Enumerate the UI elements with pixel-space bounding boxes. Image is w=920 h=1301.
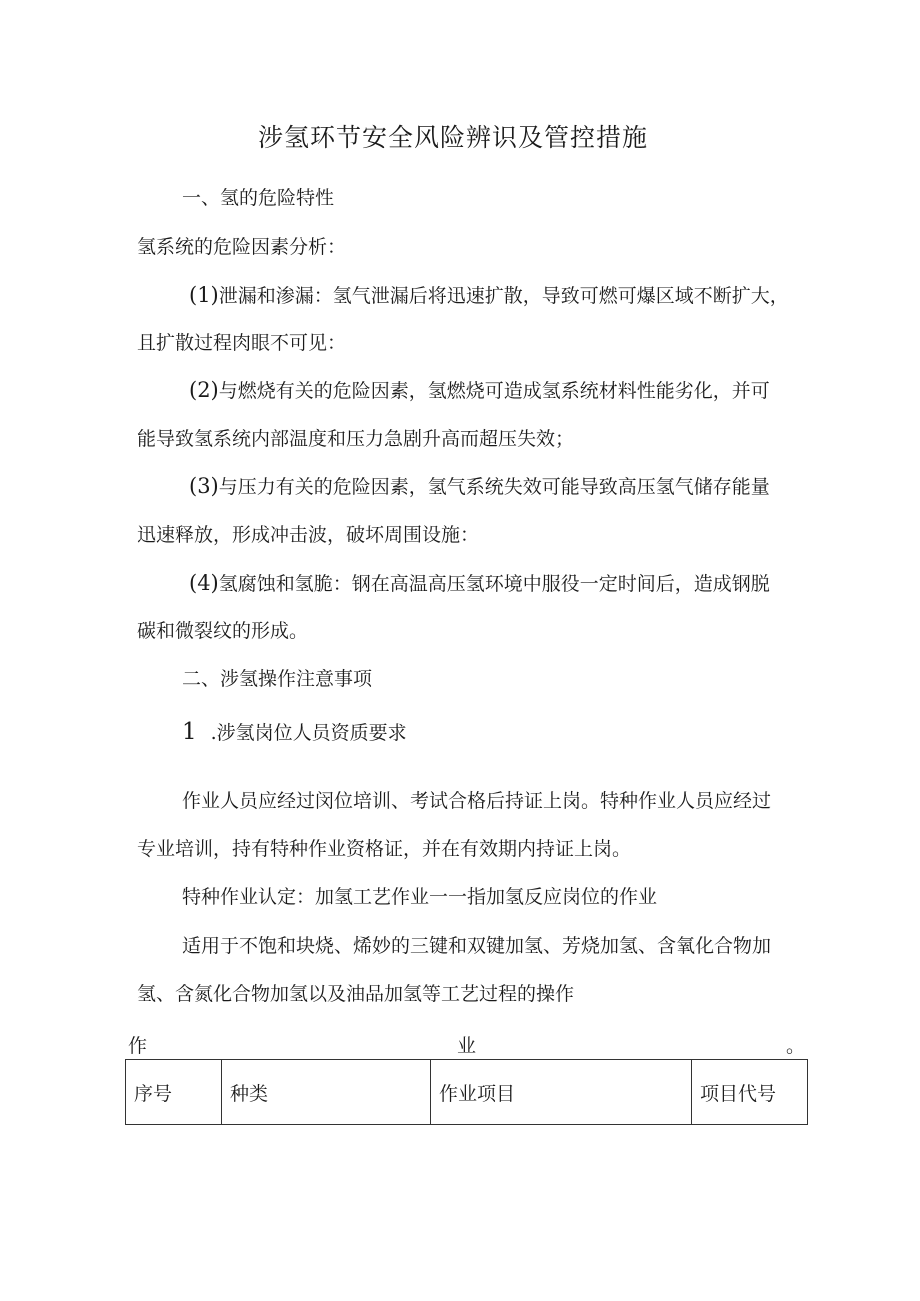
section-2-heading: 二、涉氢操作注意事项	[182, 668, 373, 690]
table-header-cell: 项目代号	[692, 1060, 808, 1125]
item-number: (1)	[189, 283, 219, 307]
item-text: 泄漏和渗漏：氢气泄漏后将迅速扩散，导致可燃可爆区域不断扩大，	[218, 285, 789, 307]
paragraph: 作业人员应经过闵位培训、考试合格后持证上岗。特种作业人员应经过	[182, 790, 772, 812]
item-number: (2)	[189, 378, 219, 402]
subsection-number: 1	[182, 719, 197, 745]
item-text: 与燃烧有关的危险因素，氢燃烧可造成氢系统材料性能劣化，并可	[218, 380, 770, 402]
operations-table	[125, 1059, 808, 1125]
table-header-cell: 作业项目	[431, 1060, 692, 1125]
list-item	[189, 474, 770, 499]
list-item	[189, 283, 789, 308]
list-item	[189, 378, 770, 403]
section-1-intro: 氢系统的危险因素分析：	[137, 236, 347, 258]
caption-char-left: 作	[128, 1035, 148, 1057]
paragraph-continued: 氢、含氮化合物加氢以及油品加氢等工艺过程的操作	[137, 983, 575, 1005]
table-header-row	[126, 1060, 808, 1125]
item-number: (3)	[189, 474, 219, 498]
paragraph-continued: 专业培训，持有特种作业资格证，并在有效期内持证上岗。	[137, 838, 632, 860]
item-text-continued: 能导致氢系统内部温度和压力急剧升高而超压失效；	[137, 428, 575, 450]
page-title: 涉氢环节安全风险辨识及管控措施	[258, 123, 649, 152]
item-text: 氢腐蚀和氢脆：钢在高温高压氢环境中服役一定时间后，造成钢脱	[218, 573, 770, 595]
subsection-heading	[182, 720, 407, 745]
item-text-continued: 且扩散过程肉眼不可见：	[137, 332, 347, 354]
item-number: (4)	[189, 571, 219, 595]
item-text-continued: 碳和微裂纹的形成。	[137, 620, 309, 642]
section-1-heading: 一、氢的危险特性	[182, 187, 335, 209]
table-header-cell: 序号	[126, 1060, 222, 1125]
paragraph: 适用于不饱和块烧、烯妙的三键和双键加氢、芳烧加氢、含氧化合物加	[182, 935, 772, 957]
item-text-continued: 迅速释放，形成冲击波，破坏周围设施：	[137, 524, 480, 546]
item-text: 与压力有关的危险因素，氢气系统失效可能导致高压氢气储存能量	[218, 476, 770, 498]
table-header-cell: 种类	[222, 1060, 431, 1125]
subsection-title: .涉氢岗位人员资质要求	[210, 722, 407, 744]
caption-char-right: 。	[786, 1035, 806, 1057]
list-item	[189, 571, 770, 596]
caption-char-middle: 业	[457, 1035, 477, 1057]
paragraph: 特种作业认定：加氢工艺作业一一指加氢反应岗位的作业	[182, 886, 658, 908]
